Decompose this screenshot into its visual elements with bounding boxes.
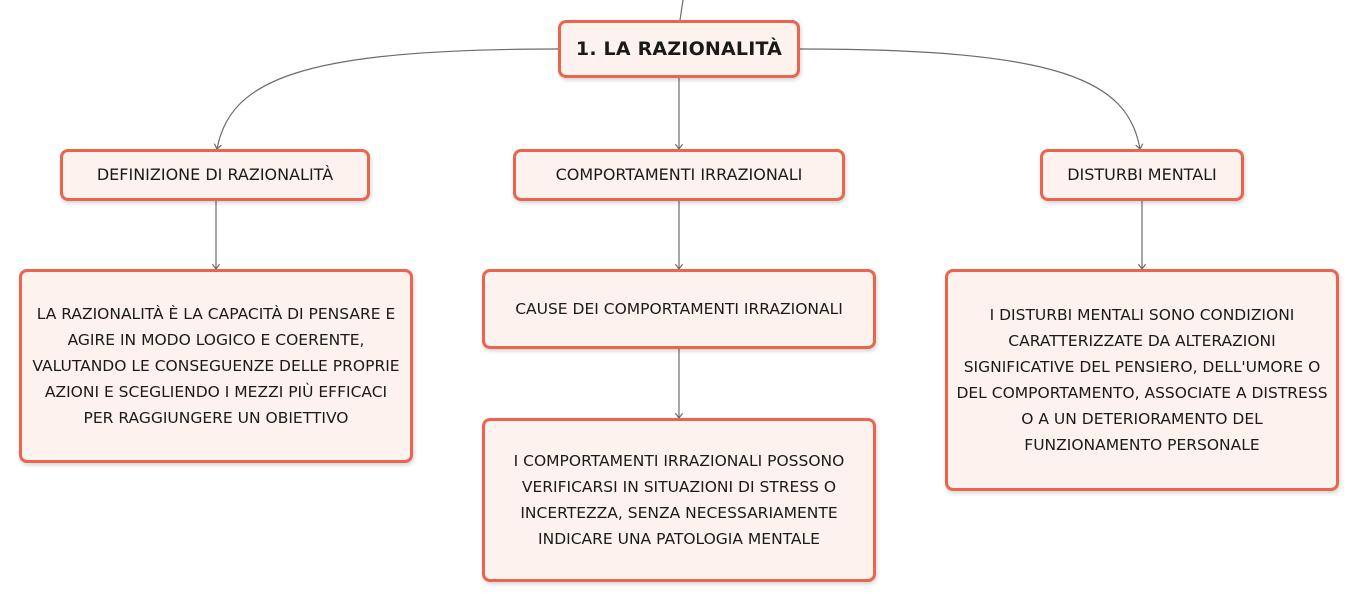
topic-label: DEFINIZIONE DI RAZIONALITÀ <box>96 165 334 184</box>
subtopic-disturbi-text[interactable] <box>945 269 1339 491</box>
subtopic-text: I COMPORTAMENTI IRRAZIONALI POSSONO VERIFICARSI IN SITUAZIONI DI STRESS O INCERTEZZA, SENZA NECESSARIAMENTE INDICARE UNA PATOLOGIA MENTALE <box>513 452 845 548</box>
subtopic-cause-comportamenti[interactable] <box>482 269 876 349</box>
root-topic[interactable] <box>558 20 800 78</box>
topic-label: DISTURBI MENTALI <box>1067 165 1217 184</box>
connector-root-disturbi <box>800 49 1140 149</box>
subtopic-text: LA RAZIONALITÀ È LA CAPACITÀ DI PENSARE E AGIRE IN MODO LOGICO E COERENTE, VALUTANDO LE CONSEGUENZE DELLE PROPRIE AZIONI E SCEGLIENDO I MEZZI PIÙ EFFICACI PER RAGGIUNGERE UN OBIETTIVO <box>32 305 400 427</box>
topic-definizione-razionalita[interactable] <box>60 149 370 201</box>
subtopic-text: CAUSE DEI COMPORTAMENTI IRRAZIONALI <box>515 300 843 318</box>
subtopic-text: I DISTURBI MENTALI SONO CONDIZIONI CARATTERIZZATE DA ALTERAZIONI SIGNIFICATIVE DEL PENSIERO, DELL'UMORE O DEL COMPORTAMENTO, ASSOCIATE A DISTRESS O A UN DETERIORAMENTO DEL FUNZIONAMENTO PERSONALE <box>956 306 1328 454</box>
subtopic-comportamenti-text[interactable] <box>482 418 876 582</box>
topic-disturbi-mentali[interactable] <box>1040 149 1244 201</box>
root-topic-label: 1. LA RAZIONALITÀ <box>575 38 783 60</box>
connector-root-definizione <box>217 49 558 149</box>
topic-comportamenti-irrazionali[interactable] <box>513 149 845 201</box>
subtopic-definizione-text[interactable] <box>19 269 413 463</box>
connector-parent-root <box>680 0 683 20</box>
topic-label: COMPORTAMENTI IRRAZIONALI <box>555 165 803 184</box>
